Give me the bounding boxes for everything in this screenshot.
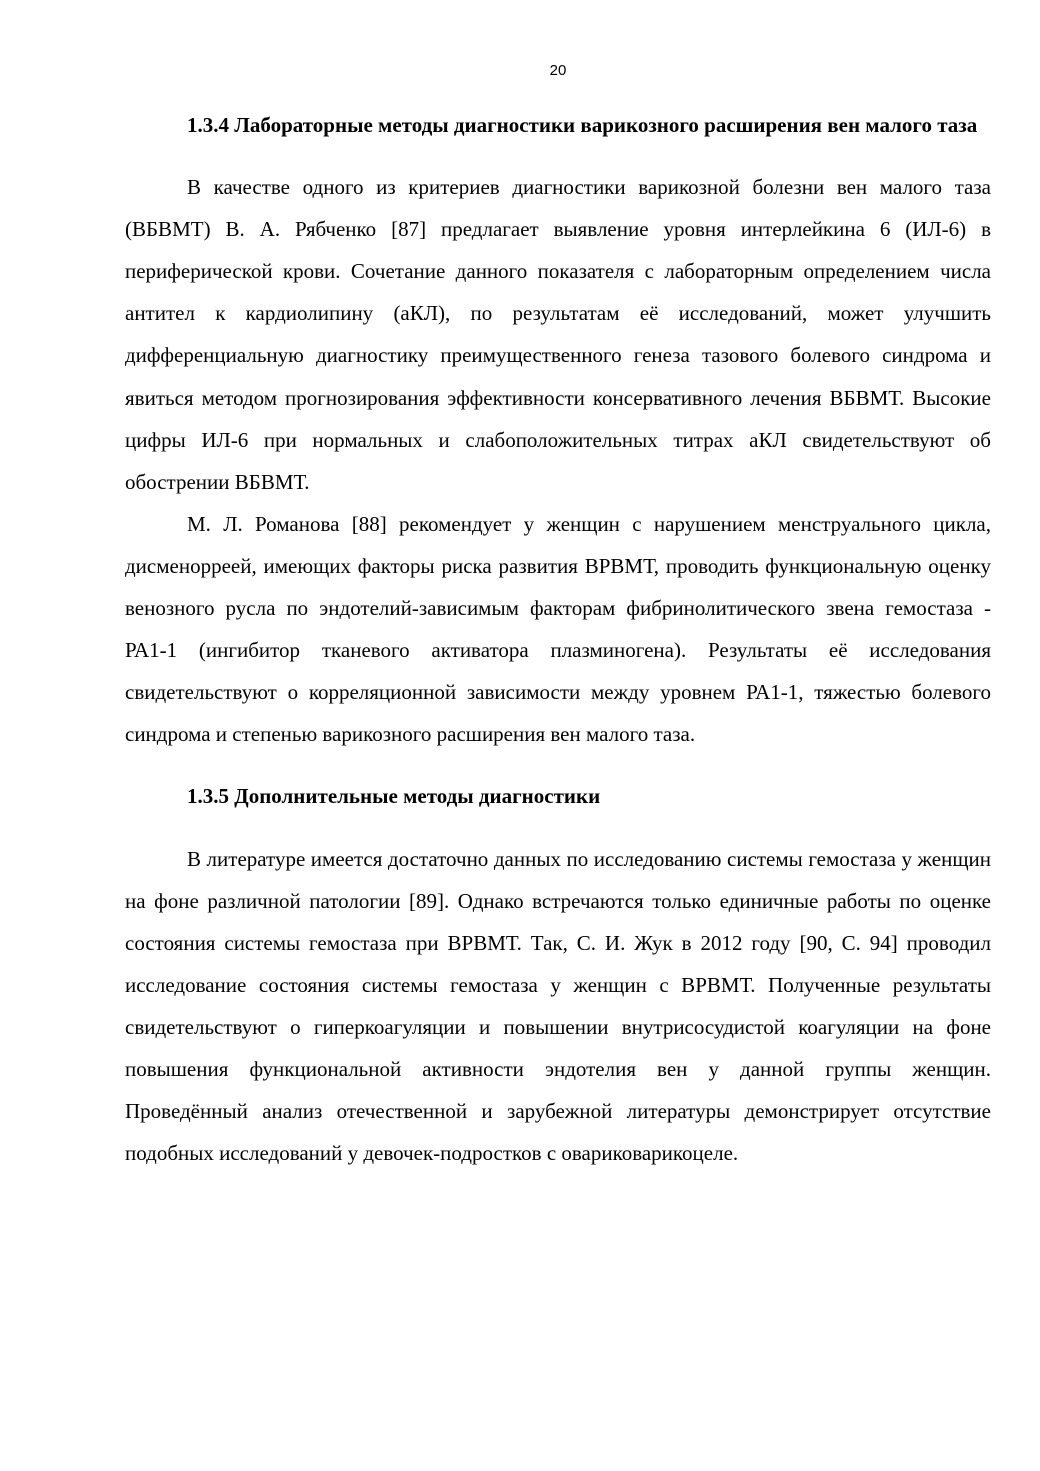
paragraph-hemostasis: В литературе имеется достаточно данных по исследованию системы гемостаза у женщин на фоне различной патологии [89]. Однако встречаются только единичные работы по оценке состояния системы гемостаза при ВРВМТ. Так, С. И. Жук в 2012 году [90, С. 94] проводил исследование состояния системы гемостаза у женщин с ВРВМТ. Полученные результаты свидетельствуют о гиперкоагуляции и повышении внутрисосудистой коагуляции на фоне повышения функциональной активности эндотелия вен у данной группы женщин. Проведённый анализ отечественной и зарубежной литературы демонстрирует отсутствие подобных исследований у девочек-подростков с овариковарикоцеле.	[125, 846, 991, 1166]
paragraph-romanova: М. Л. Романова [88] рекомендует у женщин с нарушением менструального цикла, дисменорреей, имеющих факторы риска развития ВРВМТ, проводить функциональную оценку венозного русла по эндотелий-зависимым факторам фибринолитического звена гемостаза - РА1-1 (ингибитор тканевого активатора плазминогена). Результаты её исследования свидетельствуют о корреляционной зависимости между уровнем РА1-1, тяжестью болевого синдрома и степенью варикозного расширения вен малого таза.	[125, 511, 991, 747]
paragraph-ryabchenko: В качестве одного из критериев диагностики варикозной болезни вен малого таза (ВБВМТ) В. А. Рябченко [87] предлагает выявление уровня интерлейкина 6 (ИЛ-6) в периферической крови. Сочетание данного показателя с лабораторным определением числа антител к кардиолипину (аКЛ), по результатам её исследований, может улучшить дифференциальную диагностику преимущественного генеза тазового болевого синдрома и явиться методом прогнозирования эффективности консервативного лечения ВБВМТ. Высокие цифры ИЛ-6 при нормальных и слабоположительных титрах аКЛ свидетельствуют об обострении ВБВМТ.	[125, 175, 991, 494]
page-number: 20	[549, 62, 567, 79]
section-heading-1-3-4: 1.3.4 Лабораторные методы диагностики варикозного расширения вен малого таза	[187, 113, 978, 137]
page-content	[125, 104, 991, 1174]
section-heading-1-3-5: 1.3.5 Дополнительные методы диагностики	[187, 784, 601, 809]
